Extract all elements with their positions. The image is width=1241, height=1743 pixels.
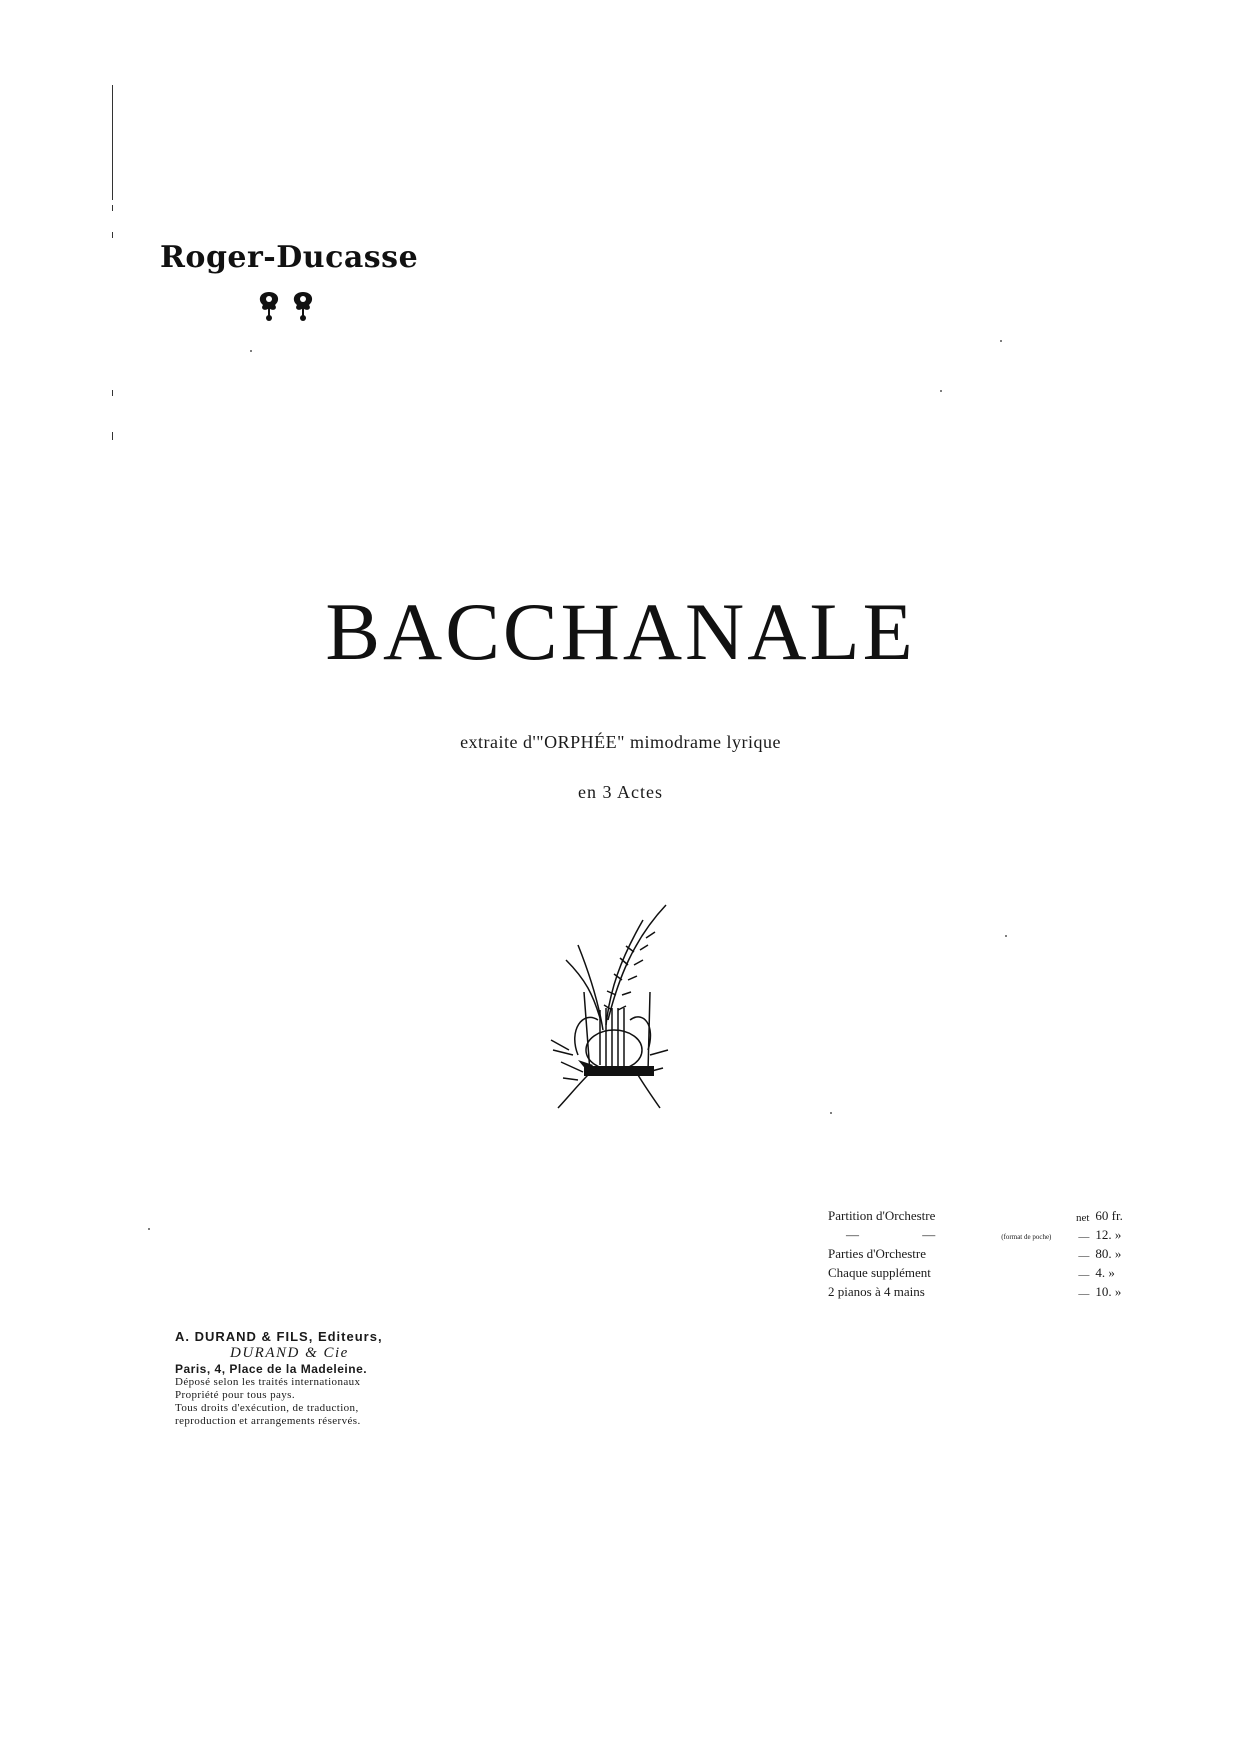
price-label: Chaque supplément	[828, 1265, 931, 1280]
price-label: — —	[846, 1227, 966, 1242]
price-row	[828, 1262, 1148, 1281]
price-amount: 80. »	[1095, 1246, 1122, 1261]
price-prefix: —	[1078, 1250, 1090, 1262]
rights-notice: reproduction et arrangements réservés.	[175, 1415, 361, 1427]
scan-speck	[250, 350, 252, 352]
page-title: BACCHANALE	[325, 586, 916, 677]
fleuron-icon	[255, 290, 325, 336]
price-row	[828, 1205, 1148, 1224]
price-label: Parties d'Orchestre	[828, 1246, 927, 1261]
binding-rule	[112, 205, 113, 211]
rights-notice: Tous droits d'exécution, de traduction,	[175, 1402, 359, 1414]
publisher-firm: DURAND & Cie	[230, 1345, 349, 1361]
scan-speck	[830, 1112, 832, 1114]
binding-rule	[112, 232, 113, 238]
composer-name: Roger-Ducasse	[160, 240, 419, 275]
price-prefix: —	[1078, 1288, 1090, 1300]
subtitle-acts: en 3 Actes	[578, 782, 663, 802]
scan-speck	[148, 1228, 150, 1230]
price-prefix: —	[1078, 1231, 1090, 1243]
price-row	[828, 1281, 1148, 1300]
price-note: (format de poche)	[1001, 1233, 1052, 1241]
rights-notice: Propriété pour tous pays.	[175, 1389, 295, 1401]
binding-rule	[112, 432, 113, 440]
publisher-name: A. DURAND & FILS, Editeurs,	[175, 1329, 383, 1344]
subtitle: extraite d'"ORPHÉE" mimodrame lyrique	[460, 732, 781, 752]
binding-rule	[112, 85, 113, 200]
price-prefix: —	[1078, 1269, 1090, 1281]
price-row	[828, 1224, 1148, 1243]
price-prefix: net	[1075, 1212, 1090, 1224]
lyre-with-reeds-icon	[548, 900, 673, 1110]
price-list	[828, 1205, 1148, 1300]
scan-speck	[940, 390, 942, 392]
scan-speck	[1005, 935, 1007, 937]
price-label: 2 pianos à 4 mains	[828, 1284, 925, 1299]
publisher-imprint	[175, 1330, 383, 1428]
publisher-address: Paris, 4, Place de la Madeleine.	[175, 1362, 368, 1376]
price-row	[828, 1243, 1148, 1262]
binding-rule	[112, 390, 113, 396]
price-label: Partition d'Orchestre	[828, 1208, 936, 1223]
price-amount: 12. »	[1095, 1227, 1122, 1242]
scan-speck	[1000, 340, 1002, 342]
price-amount: 4. »	[1095, 1265, 1115, 1280]
price-amount: 10. »	[1095, 1284, 1122, 1299]
price-amount: 60 fr.	[1095, 1208, 1123, 1223]
rights-notice: Déposé selon les traités internationaux	[175, 1376, 361, 1388]
